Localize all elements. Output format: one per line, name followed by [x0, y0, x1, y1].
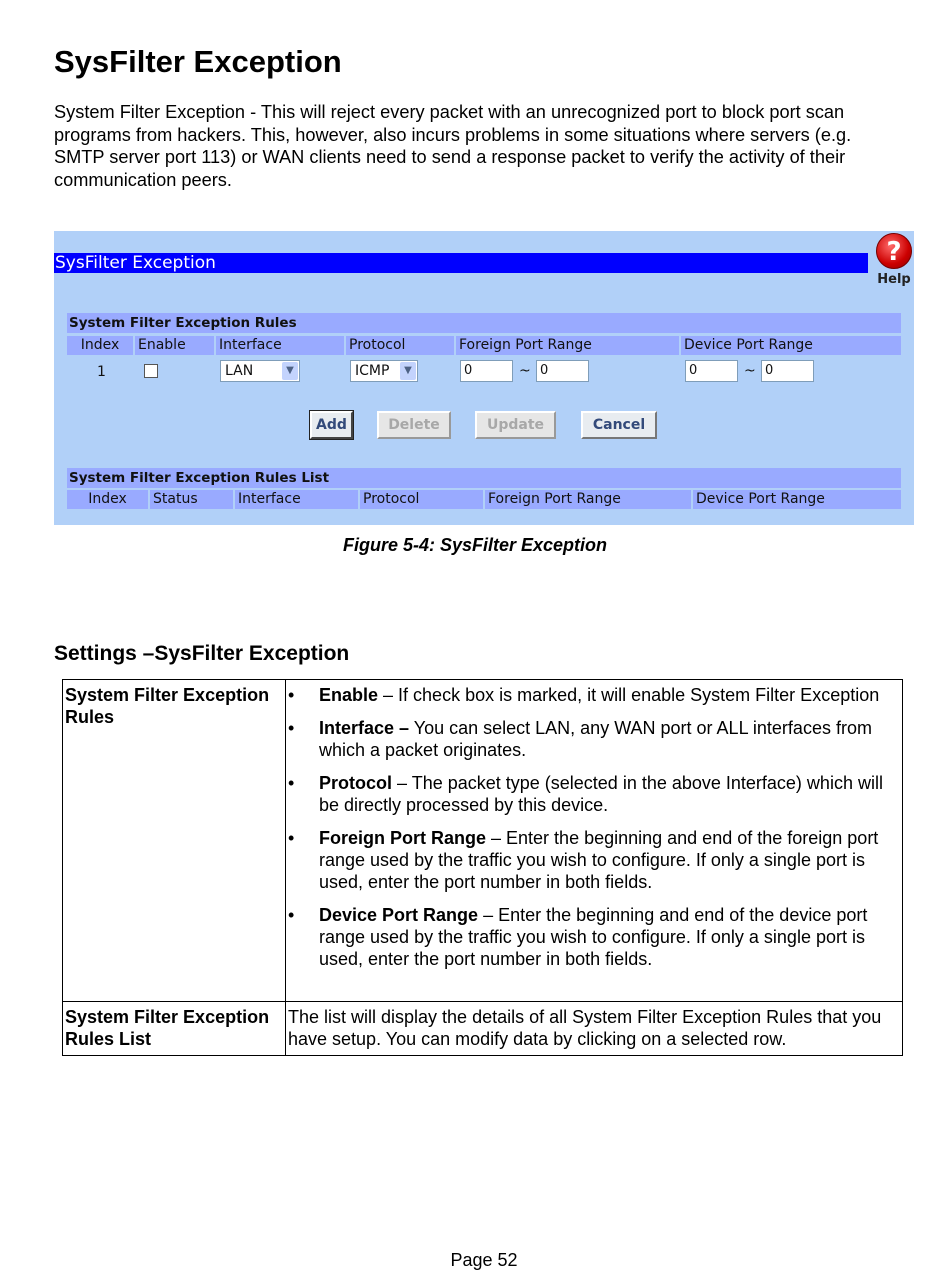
- row-index: 1: [97, 364, 106, 380]
- bullet-icon: •: [288, 773, 295, 793]
- help-icon: ?: [876, 233, 912, 269]
- device-port-end-input[interactable]: 0: [761, 360, 814, 382]
- screenshot-header: SysFilter Exception: [54, 253, 868, 273]
- settings-row-rules: [63, 680, 903, 1002]
- foreign-range-separator: ~: [519, 363, 531, 379]
- cancel-button[interactable]: Cancel: [581, 411, 657, 439]
- list-col-interface: Interface: [235, 490, 358, 509]
- page-number: Page 52: [450, 1250, 518, 1270]
- bullet-icon: •: [288, 718, 295, 738]
- list-description: The list will display the details of all System Filter Exception Rules that you have setup. You can modify data by clicking on a selected row.: [286, 1002, 903, 1056]
- list-item: • Interface – You can select LAN, any WAN port or ALL interfaces from which a packet originates.: [288, 718, 872, 760]
- list-item: • Enable – If check box is marked, it will enable System Filter Exception: [288, 685, 880, 705]
- list-col-device-port-range: Device Port Range: [693, 490, 901, 509]
- rules-header-row: [67, 336, 901, 355]
- device-range-separator: ~: [744, 363, 756, 379]
- foreign-port-start-input[interactable]: 0: [460, 360, 513, 382]
- page-title: SysFilter Exception: [54, 44, 342, 79]
- rules-bullet-list: [286, 680, 902, 974]
- list-col-protocol: Protocol: [360, 490, 483, 509]
- enable-checkbox[interactable]: [144, 364, 158, 378]
- protocol-value: ICMP: [355, 363, 390, 379]
- intro-paragraph: System Filter Exception - This will reject every packet with an unrecognized port to block port scan programs from hackers. This, however, also incurs problems in some situations where servers (e.g. SMTP server port 113) or WAN clients need to send a response packet to verify the activity of their communication peers.: [54, 102, 852, 190]
- foreign-port-end-input[interactable]: 0: [536, 360, 589, 382]
- list-col-status: Status: [150, 490, 233, 509]
- add-button[interactable]: Add: [310, 411, 353, 439]
- settings-row-list: [63, 1002, 903, 1056]
- list-item: • Protocol – The packet type (selected in the above Interface) which will be directly processed by this device.: [288, 773, 883, 815]
- protocol-select[interactable]: [350, 360, 418, 382]
- col-interface: Interface: [216, 336, 344, 355]
- delete-button[interactable]: Delete: [377, 411, 451, 439]
- interface-select[interactable]: [220, 360, 300, 382]
- interface-value: LAN: [225, 363, 254, 379]
- col-index: Index: [67, 336, 133, 355]
- help-button[interactable]: [874, 233, 914, 293]
- device-port-start-input[interactable]: 0: [685, 360, 738, 382]
- settings-table: [62, 679, 903, 1056]
- bullet-icon: •: [288, 828, 295, 848]
- list-item: • Foreign Port Range – Enter the beginning and end of the foreign port range used by the traffic you wish to configure. If only a single port is used, enter the port number in both fields.: [288, 828, 879, 892]
- chevron-down-icon: ▼: [282, 362, 298, 380]
- list-item: • Device Port Range – Enter the beginning and end of the device port range used by the traffic you wish to configure. If only a single port is used, enter the port number in both fields.: [288, 905, 868, 969]
- rules-section-title: System Filter Exception Rules: [67, 313, 901, 333]
- bullet-icon: •: [288, 905, 295, 925]
- bullet-icon: •: [288, 685, 295, 705]
- list-col-foreign-port-range: Foreign Port Range: [485, 490, 691, 509]
- list-header-row: [67, 490, 901, 509]
- update-button[interactable]: Update: [475, 411, 556, 439]
- list-col-index: Index: [67, 490, 148, 509]
- help-label: Help: [877, 272, 911, 287]
- chevron-down-icon: ▼: [400, 362, 416, 380]
- sysfilter-screenshot: [54, 231, 914, 525]
- list-section-title: System Filter Exception Rules List: [67, 468, 901, 488]
- col-device-port-range: Device Port Range: [681, 336, 901, 355]
- rules-description: [286, 680, 903, 1002]
- col-protocol: Protocol: [346, 336, 454, 355]
- col-enable: Enable: [135, 336, 214, 355]
- col-foreign-port-range: Foreign Port Range: [456, 336, 679, 355]
- figure-caption: Figure 5-4: SysFilter Exception: [342, 535, 608, 555]
- settings-title: Settings –SysFilter Exception: [54, 642, 350, 665]
- rules-label: System Filter Exception Rules: [63, 680, 286, 1002]
- list-label: System Filter Exception Rules List: [63, 1002, 286, 1056]
